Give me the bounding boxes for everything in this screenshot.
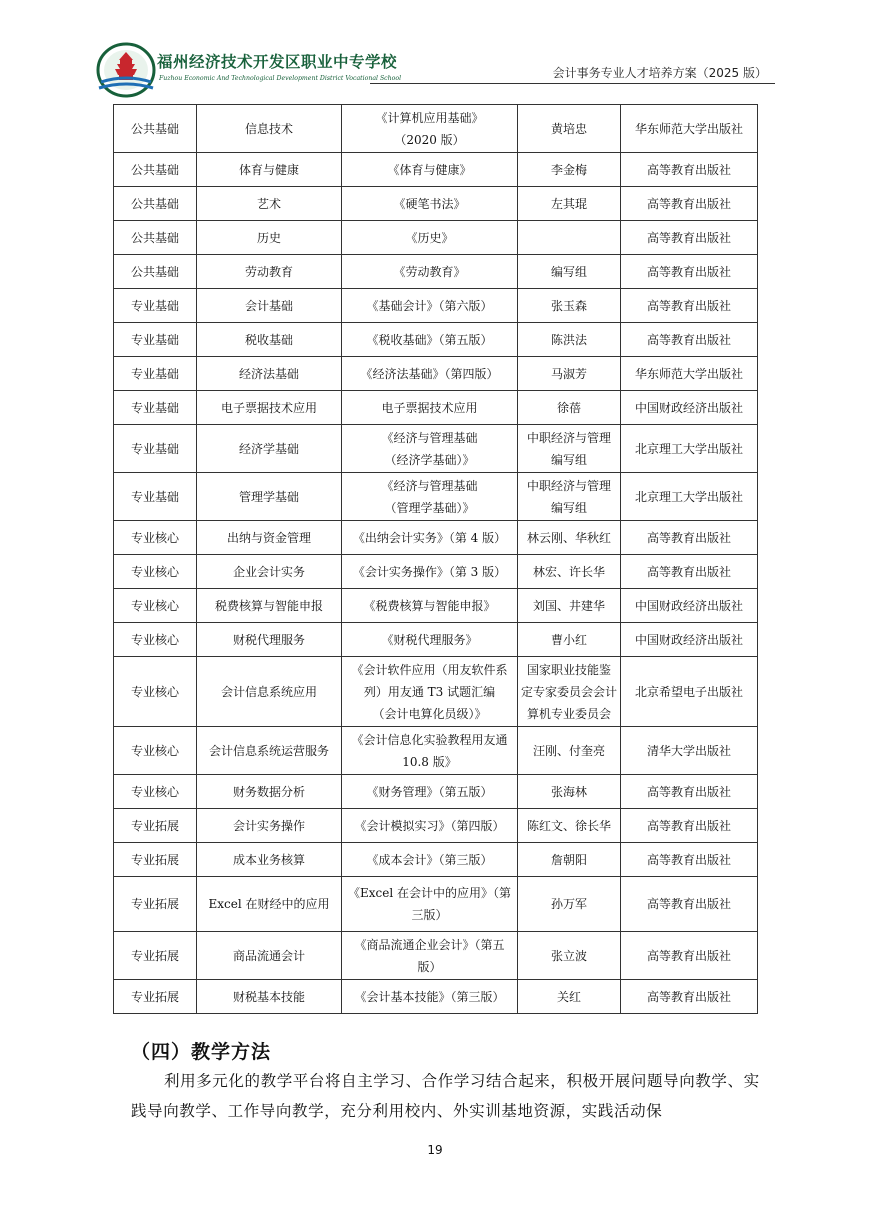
textbook-table [113,104,758,1014]
table-row [114,623,758,657]
course-name-cell: 税收基础 [197,323,342,357]
publisher-cell: 北京理工大学出版社 [621,425,758,473]
author-cell: 林云刚、华秋红 [518,521,621,555]
author-cell: 汪刚、付奎亮 [518,727,621,775]
textbook-cell: 《会计基本技能》（第三版） [342,980,518,1014]
textbook-cell: 《会计信息化实验教程用友通 10.8 版》 [342,727,518,775]
author-cell: 林宏、许长华 [518,555,621,589]
school-name-en: Fuzhou Economic And Technological Development District Vocational School [159,75,402,82]
course-name-cell: 商品流通会计 [197,932,342,980]
course-name-cell: 电子票据技术应用 [197,391,342,425]
publisher-cell: 高等教育出版社 [621,980,758,1014]
school-logo-icon [95,40,157,98]
author-cell: 张立波 [518,932,621,980]
section-title: （四）教学方法 [131,1041,272,1063]
publisher-cell: 北京希望电子出版社 [621,657,758,727]
publisher-cell: 高等教育出版社 [621,932,758,980]
course-name-cell: 经济学基础 [197,425,342,473]
author-cell: 黄培忠 [518,105,621,153]
publisher-cell: 高等教育出版社 [621,775,758,809]
publisher-cell: 高等教育出版社 [621,877,758,932]
header-rule [370,83,775,84]
publisher-cell: 高等教育出版社 [621,809,758,843]
textbook-cell: 《劳动教育》 [342,255,518,289]
textbook-cell: 《财务管理》（第五版） [342,775,518,809]
course-name-cell: 税费核算与智能申报 [197,589,342,623]
author-cell: 曹小红 [518,623,621,657]
page-header [95,40,775,98]
course-type-cell: 专业核心 [114,589,197,623]
course-type-cell: 专业核心 [114,555,197,589]
school-name: 福州经济技术开发区职业中专学校 [157,53,398,71]
course-name-cell: 会计基础 [197,289,342,323]
author-cell: 徐蓓 [518,391,621,425]
textbook-cell: 电子票据技术应用 [342,391,518,425]
course-name-cell: 信息技术 [197,105,342,153]
course-type-cell: 专业基础 [114,357,197,391]
author-cell: 国家职业技能鉴 定专家委员会会计 算机专业委员会 [518,657,621,727]
course-name-cell: 企业会计实务 [197,555,342,589]
course-name-cell: 劳动教育 [197,255,342,289]
publisher-cell: 高等教育出版社 [621,521,758,555]
course-type-cell: 专业核心 [114,521,197,555]
course-type-cell: 专业基础 [114,289,197,323]
textbook-cell: 《会计软件应用（用友软件系 列）用友通 T3 试题汇编 （会计电算化员级）》 [342,657,518,727]
table-row [114,391,758,425]
course-type-cell: 专业拓展 [114,980,197,1014]
table-row [114,980,758,1014]
table-row [114,323,758,357]
author-cell: 马淑芳 [518,357,621,391]
publisher-cell: 北京理工大学出版社 [621,473,758,521]
publisher-cell: 中国财政经济出版社 [621,623,758,657]
document-title: 会计事务专业人才培养方案（2025 版） [552,66,767,80]
table-row [114,809,758,843]
author-cell: 詹朝阳 [518,843,621,877]
publisher-cell: 高等教育出版社 [621,153,758,187]
textbook-cell: 《税收基础》（第五版） [342,323,518,357]
table-row [114,473,758,521]
textbook-cell: 《会计模拟实习》（第四版） [342,809,518,843]
author-cell: 中职经济与管理 编写组 [518,473,621,521]
table-row [114,357,758,391]
course-name-cell: 体育与健康 [197,153,342,187]
course-name-cell: 财税代理服务 [197,623,342,657]
course-type-cell: 专业拓展 [114,843,197,877]
course-name-cell: 经济法基础 [197,357,342,391]
course-type-cell: 专业基础 [114,391,197,425]
table-row [114,589,758,623]
course-type-cell: 专业拓展 [114,877,197,932]
publisher-cell: 高等教育出版社 [621,221,758,255]
table-row [114,727,758,775]
course-type-cell: 专业核心 [114,775,197,809]
author-cell: 张海林 [518,775,621,809]
course-name-cell: 成本业务核算 [197,843,342,877]
textbook-cell: 《商品流通企业会计》（第五 版） [342,932,518,980]
textbook-cell: 《硬笔书法》 [342,187,518,221]
course-name-cell: 财税基本技能 [197,980,342,1014]
author-cell: 关红 [518,980,621,1014]
author-cell [518,221,621,255]
section-paragraph [131,1066,771,1126]
course-type-cell: 专业核心 [114,727,197,775]
course-type-cell: 专业核心 [114,623,197,657]
course-type-cell: 公共基础 [114,221,197,255]
course-type-cell: 专业核心 [114,657,197,727]
table-row [114,425,758,473]
textbook-cell: 《体育与健康》 [342,153,518,187]
table-row [114,657,758,727]
textbook-cell: 《出纳会计实务》（第 4 版） [342,521,518,555]
course-name-cell: Excel 在财经中的应用 [197,877,342,932]
table-row [114,843,758,877]
textbook-cell: 《税费核算与智能申报》 [342,589,518,623]
table-row [114,555,758,589]
textbook-cell: 《财税代理服务》 [342,623,518,657]
course-type-cell: 公共基础 [114,187,197,221]
author-cell: 孙万军 [518,877,621,932]
table-row [114,105,758,153]
textbook-cell: 《历史》 [342,221,518,255]
table-row [114,289,758,323]
textbook-table-body [114,105,758,1014]
course-name-cell: 财务数据分析 [197,775,342,809]
course-name-cell: 会计实务操作 [197,809,342,843]
publisher-cell: 中国财政经济出版社 [621,589,758,623]
author-cell: 张玉森 [518,289,621,323]
table-row [114,932,758,980]
publisher-cell: 高等教育出版社 [621,187,758,221]
course-type-cell: 公共基础 [114,105,197,153]
textbook-cell: 《成本会计》（第三版） [342,843,518,877]
publisher-cell: 高等教育出版社 [621,255,758,289]
publisher-cell: 高等教育出版社 [621,323,758,357]
textbook-cell: 《计算机应用基础》 （2020 版） [342,105,518,153]
table-row [114,153,758,187]
course-type-cell: 公共基础 [114,255,197,289]
course-name-cell: 历史 [197,221,342,255]
course-name-cell: 出纳与资金管理 [197,521,342,555]
course-type-cell: 专业基础 [114,323,197,357]
textbook-cell: 《经济法基础》（第四版） [342,357,518,391]
course-type-cell: 专业拓展 [114,809,197,843]
publisher-cell: 华东师范大学出版社 [621,105,758,153]
course-type-cell: 专业基础 [114,473,197,521]
author-cell: 中职经济与管理 编写组 [518,425,621,473]
author-cell: 编写组 [518,255,621,289]
course-name-cell: 管理学基础 [197,473,342,521]
table-row [114,521,758,555]
author-cell: 左其琨 [518,187,621,221]
author-cell: 陈洪法 [518,323,621,357]
table-row [114,775,758,809]
author-cell: 李金梅 [518,153,621,187]
course-name-cell: 艺术 [197,187,342,221]
publisher-cell: 高等教育出版社 [621,289,758,323]
table-row [114,877,758,932]
publisher-cell: 高等教育出版社 [621,843,758,877]
paragraph-text: 利用多元化的教学平台将自主学习、合作学习结合起来，积极开展问题导向教学、实践导向教学、工作导向教学，充分利用校内、外实训基地资源，实践活动保 [131,1072,760,1120]
publisher-cell: 高等教育出版社 [621,555,758,589]
author-cell: 刘国、井建华 [518,589,621,623]
table-row [114,221,758,255]
publisher-cell: 清华大学出版社 [621,727,758,775]
publisher-cell: 中国财政经济出版社 [621,391,758,425]
table-row [114,255,758,289]
textbook-cell: 《会计实务操作》（第 3 版） [342,555,518,589]
course-name-cell: 会计信息系统应用 [197,657,342,727]
page-number: 19 [427,1143,443,1157]
textbook-cell: 《经济与管理基础 （管理学基础）》 [342,473,518,521]
course-type-cell: 公共基础 [114,153,197,187]
author-cell: 陈红文、徐长华 [518,809,621,843]
course-type-cell: 专业拓展 [114,932,197,980]
table-row [114,187,758,221]
textbook-cell: 《基础会计》（第六版） [342,289,518,323]
course-name-cell: 会计信息系统运营服务 [197,727,342,775]
textbook-cell: 《Excel 在会计中的应用》（第 三版） [342,877,518,932]
course-type-cell: 专业基础 [114,425,197,473]
publisher-cell: 华东师范大学出版社 [621,357,758,391]
textbook-cell: 《经济与管理基础 （经济学基础）》 [342,425,518,473]
